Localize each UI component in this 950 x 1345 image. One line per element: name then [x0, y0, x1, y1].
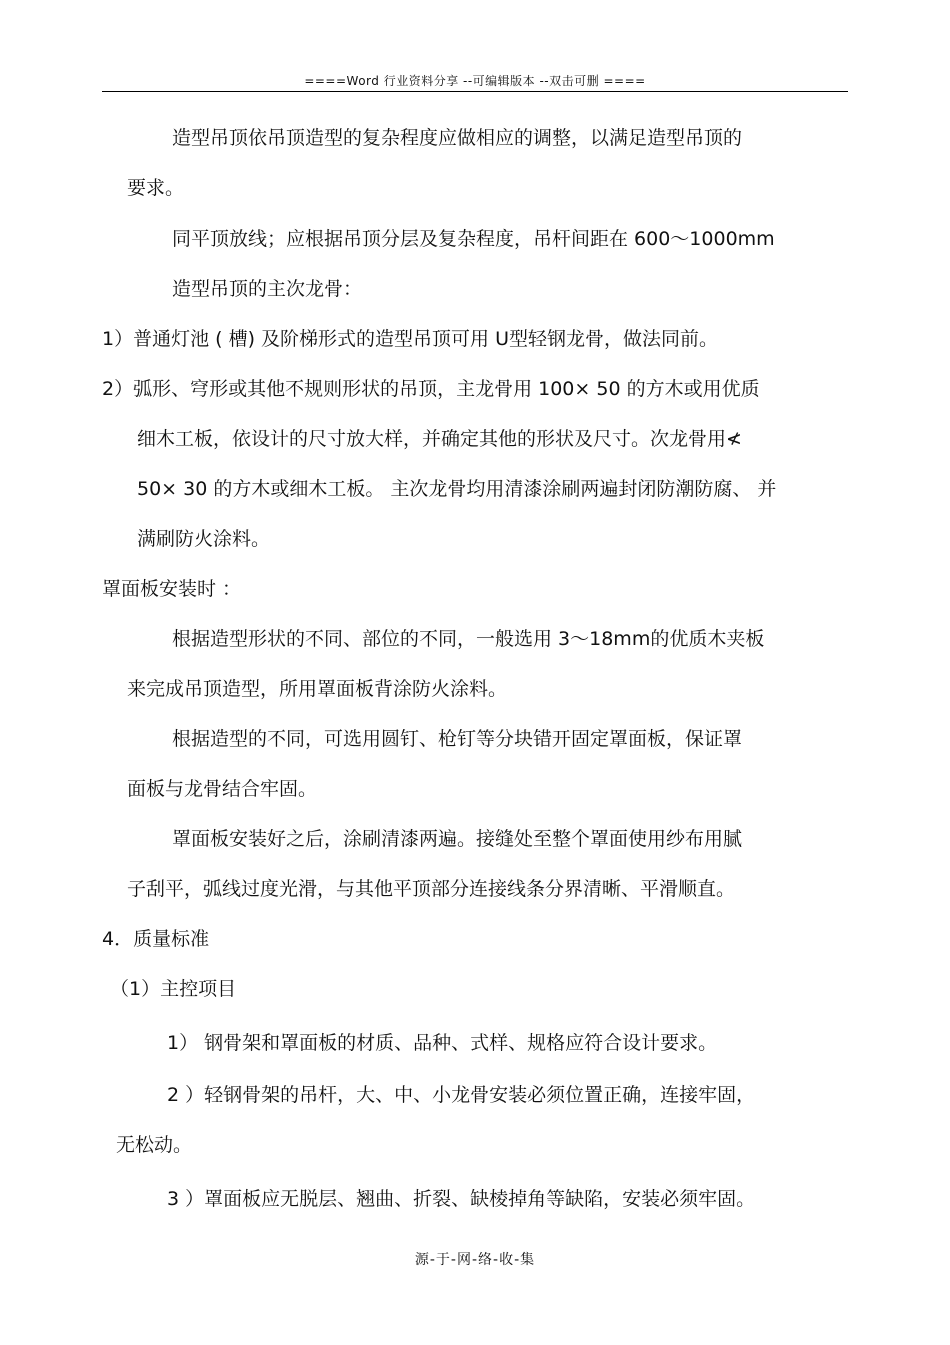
body-line: 面板与龙骨结合牢固。	[127, 778, 318, 800]
list-item: 1） 钢骨架和罩面板的材质、品种、式样、规格应符合设计要求。	[167, 1032, 718, 1054]
list-item: 3 ）罩面板应无脱层、翘曲、折裂、缺棱掉角等缺陷，安装必须牢固。	[167, 1188, 756, 1210]
body-line: 同平顶放线；应根据吊顶分层及复杂程度，吊杆间距在 600～1000mm	[172, 228, 775, 250]
subsection-heading: （1）主控项目	[110, 978, 237, 1000]
body-line: 无松动。	[116, 1134, 193, 1156]
body-line: 50× 30 的方木或细木工板。 主次龙骨均用清漆涂刷两遍封闭防潮防腐、 并	[137, 478, 777, 500]
body-line: 1）普通灯池 ( 槽) 及阶梯形式的造型吊顶可用 U型轻钢龙骨，做法同前。	[102, 328, 718, 350]
page-footer: 源-于-网-络-收-集	[414, 1252, 536, 1268]
body-line: 满刷防火涂料。	[137, 528, 271, 550]
body-line: 细木工板，依设计的尺寸放大样，并确定其他的形状及尺寸。次龙骨用≮	[137, 428, 742, 450]
body-line: 来完成吊顶造型，所用罩面板背涂防火涂料。	[127, 678, 508, 700]
page-header: ====Word 行业资料分享 --可编辑版本 --双击可删 ====	[304, 74, 646, 88]
body-line: 造型吊顶依吊顶造型的复杂程度应做相应的调整，以满足造型吊顶的	[172, 127, 743, 149]
body-line: 罩面板安装好之后，涂刷清漆两遍。接缝处至整个罩面使用纱布用腻	[172, 828, 743, 850]
body-line: 造型吊顶的主次龙骨：	[172, 278, 363, 300]
body-line: 要求。	[127, 177, 185, 199]
body-line: 根据造型形状的不同、部位的不同，一般选用 3～18mm的优质木夹板	[172, 628, 765, 650]
body-line: 根据造型的不同，可选用圆钉、枪钉等分块错开固定罩面板，保证罩	[172, 728, 743, 750]
header-divider	[102, 91, 848, 92]
body-line: 子刮平，弧线过度光滑，与其他平顶部分连接线条分界清晰、平滑顺直。	[127, 878, 736, 900]
section-heading: 罩面板安装时 ：	[102, 578, 242, 600]
list-item: 2 ）轻钢骨架的吊杆，大、中、小龙骨安装必须位置正确，连接牢固，	[167, 1084, 756, 1106]
body-line: 2）弧形、穹形或其他不规则形状的吊顶，主龙骨用 100× 50 的方木或用优质	[102, 378, 760, 400]
section-heading: 4．质量标准	[102, 928, 210, 950]
